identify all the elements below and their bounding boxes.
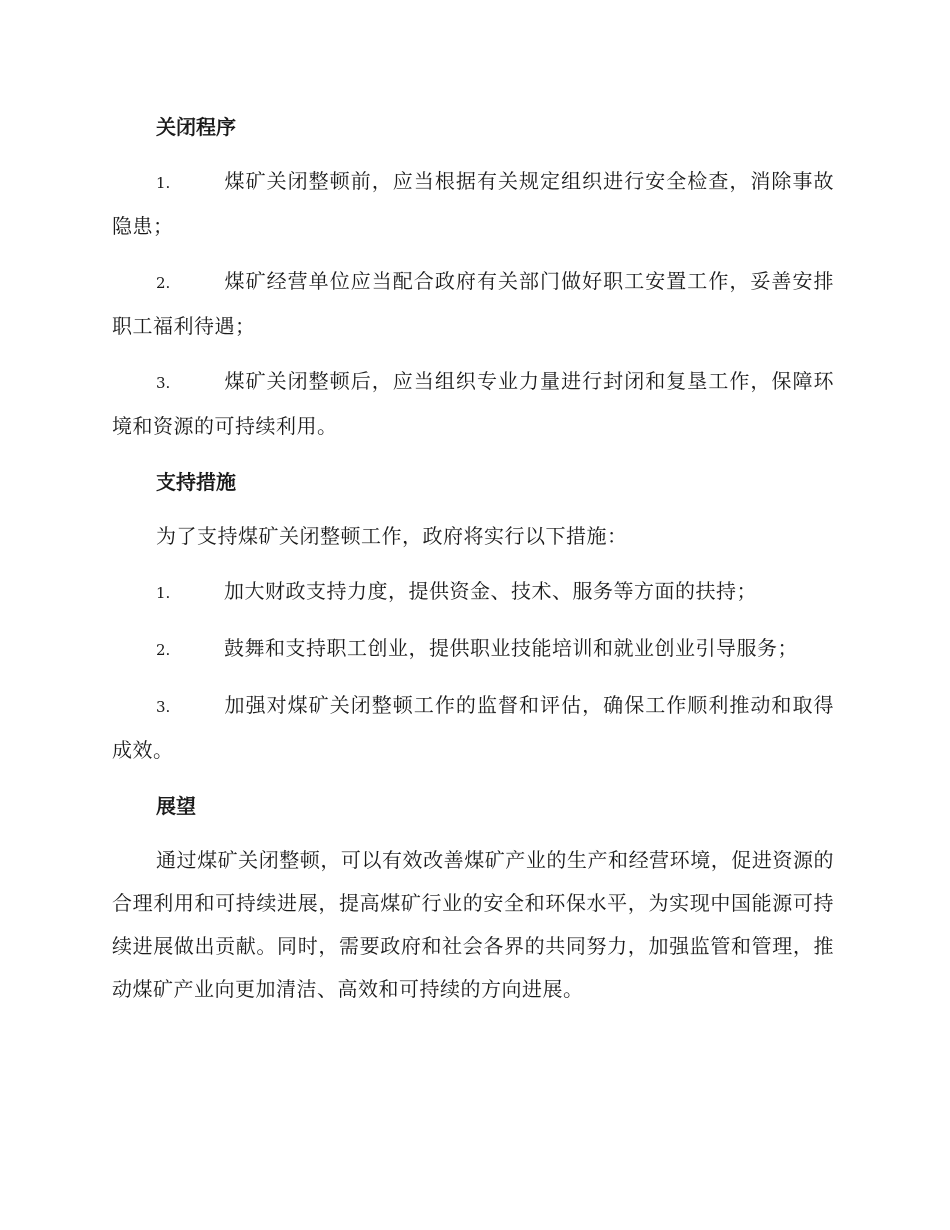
list-item: [112, 160, 834, 248]
list-item-text: 煤矿关闭整顿前，应当根据有关规定组织进行安全检查，消除事故隐患；: [112, 169, 834, 238]
list-item-number: 1.: [156, 584, 171, 602]
list-item: [112, 684, 834, 772]
list-item: [112, 360, 834, 448]
document-page: [112, 105, 834, 1023]
section-heading-closure-procedure: 关闭程序: [156, 115, 236, 139]
list-item-text: 鼓舞和支持职工创业，提供职业技能培训和就业创业引导服务；: [224, 636, 798, 660]
list-item-text: 加强对煤矿关闭整顿工作的监督和评估，确保工作顺利推动和取得成效。: [112, 693, 834, 762]
list-item-number: 2.: [156, 274, 171, 292]
list-item: [112, 260, 834, 348]
list-item-number: 3.: [156, 698, 171, 716]
list-item-text: 煤矿经营单位应当配合政府有关部门做好职工安置工作，妥善安排职工福利待遇；: [112, 269, 834, 338]
section-heading-outlook: 展望: [156, 794, 196, 818]
list-item-number: 3.: [156, 374, 171, 392]
outlook-paragraph: 通过煤矿关闭整顿，可以有效改善煤矿产业的生产和经营环境，促进资源的合理利用和可持续进展，提高煤矿行业的安全和环保水平，为实现中国能源可持续进展做出贡献。同时，需要政府和社会各界的共同努力，加强监管和管理，推动煤矿产业向更加清洁、高效和可持续的方向进展。: [112, 848, 834, 1001]
section-intro: 为了支持煤矿关闭整顿工作，政府将实行以下措施：: [156, 524, 628, 548]
list-item-text: 加大财政支持力度，提供资金、技术、服务等方面的扶持；: [224, 579, 757, 603]
section-heading-support-measures: 支持措施: [156, 470, 236, 494]
list-item-text: 煤矿关闭整顿后，应当组织专业力量进行封闭和复垦工作，保障环境和资源的可持续利用。: [112, 369, 834, 438]
list-item-number: 2.: [156, 641, 171, 659]
list-item: [112, 570, 834, 615]
list-item: [112, 627, 834, 672]
list-item-number: 1.: [156, 174, 171, 192]
